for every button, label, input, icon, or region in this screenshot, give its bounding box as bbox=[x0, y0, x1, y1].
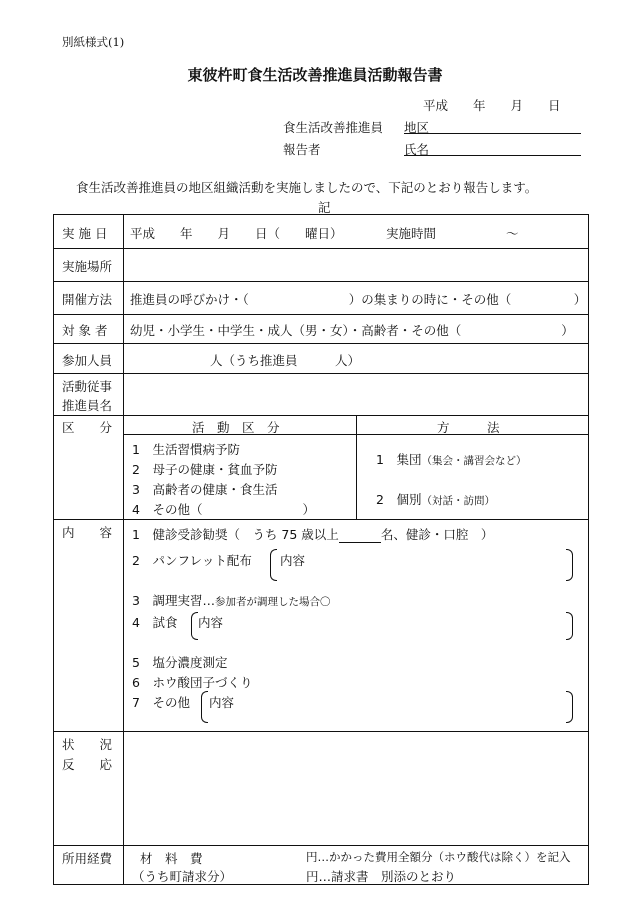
content-item-2-bracket-left bbox=[270, 549, 277, 581]
content-item-1-blank[interactable] bbox=[339, 527, 381, 543]
content-item-5[interactable]: 5 塩分濃度測定 bbox=[132, 655, 228, 670]
method-individual-note: （対話・訪問） bbox=[421, 495, 495, 507]
time-separator: ～ bbox=[506, 226, 519, 241]
town-claim-note[interactable]: 円…請求書 別添のとおり bbox=[306, 869, 457, 884]
content-item-1-text: 1 健診受診勧奨（ うち 75 歳以上 bbox=[132, 527, 339, 542]
category-row-label: 区 分 bbox=[62, 420, 113, 435]
time-label: 実施時間 bbox=[386, 226, 437, 241]
intro-text: 食生活改善推進員の地区組織活動を実施しましたので、下記のとおり報告します。 bbox=[76, 180, 538, 195]
materials-note[interactable]: 円…かかった費用全額分（ホウ酸代は除く）を記入 bbox=[306, 850, 571, 864]
content-item-7-bracket-right bbox=[566, 691, 573, 723]
name-label: 氏名 bbox=[404, 142, 430, 157]
ki-mark: 記 bbox=[318, 200, 331, 215]
report-table bbox=[53, 214, 589, 885]
place-row-label: 実施場所 bbox=[62, 259, 113, 274]
method-header: 方 法 bbox=[437, 420, 500, 435]
place-field[interactable] bbox=[130, 253, 580, 277]
method-group-note: （集会・講習会など） bbox=[421, 455, 527, 467]
method-group-label: 1 集団 bbox=[376, 452, 422, 467]
category-item-2[interactable]: 2 母子の健康・貧血予防 bbox=[132, 462, 278, 477]
content-item-7-note: 内容 bbox=[209, 695, 235, 710]
content-item-6[interactable]: 6 ホウ酸団子づくり bbox=[132, 675, 253, 690]
reporter-label: 報告者 bbox=[283, 142, 321, 157]
date-row-label: 実 施 日 bbox=[62, 226, 108, 241]
content-item-1-tail: 名、健診・口腔 ） bbox=[380, 527, 494, 542]
status-row-label: 状 況 bbox=[62, 737, 113, 752]
participants-field[interactable]: 人（うち推進員 人） bbox=[210, 353, 361, 368]
name-field[interactable] bbox=[404, 155, 581, 156]
status-field[interactable] bbox=[130, 737, 580, 837]
target-options[interactable]: 幼児・小学生・中学生・成人（男・女）・高齢者・その他（ ） bbox=[130, 323, 574, 338]
content-item-7-bracket-left bbox=[201, 691, 208, 723]
members-row-label-1: 活動従事 bbox=[62, 379, 113, 394]
category-item-4[interactable]: 4 その他（ ） bbox=[132, 502, 315, 517]
content-item-4-bracket-left bbox=[191, 612, 198, 640]
content-row-label: 内 容 bbox=[62, 525, 113, 540]
date-field[interactable]: 平成 年 月 日（ 曜日） bbox=[130, 226, 343, 241]
area-label: 地区 bbox=[404, 120, 430, 135]
method-row-label: 開催方法 bbox=[62, 292, 113, 307]
content-item-2-note: 内容 bbox=[280, 553, 306, 568]
content-item-4[interactable]: 4 試食 bbox=[132, 615, 178, 630]
materials-label: 材 料 費 bbox=[140, 851, 203, 866]
area-field[interactable] bbox=[404, 133, 581, 134]
form-number: 別紙様式(1) bbox=[62, 35, 125, 49]
content-item-4-note: 内容 bbox=[198, 615, 224, 630]
content-item-4-bracket-right bbox=[566, 612, 573, 640]
content-item-2[interactable]: 2 パンフレット配布 bbox=[132, 553, 252, 568]
role-label: 食生活改善推進員 bbox=[283, 120, 384, 135]
report-date[interactable]: 平成 年 月 日 bbox=[423, 98, 561, 113]
expenses-row-label: 所用経費 bbox=[62, 851, 113, 866]
members-row-label-2: 推進員名 bbox=[62, 398, 113, 413]
participants-row-label: 参加人員 bbox=[62, 353, 113, 368]
members-field[interactable] bbox=[130, 379, 580, 411]
category-header: 活 動 区 分 bbox=[192, 420, 280, 435]
method-item-individual[interactable] bbox=[376, 490, 495, 508]
category-item-1[interactable]: 1 生活習慣病予防 bbox=[132, 442, 240, 457]
content-item-3-text: 3 調理実習… bbox=[132, 593, 215, 608]
target-row-label: 対 象 者 bbox=[62, 323, 108, 338]
method-options[interactable]: 推進員の呼びかけ・（ ）の集まりの時に・その他（ ） bbox=[130, 292, 587, 307]
page-title: 東彼杵町食生活改善推進員活動報告書 bbox=[187, 66, 443, 84]
content-item-2-bracket-right bbox=[566, 549, 573, 581]
method-item-group[interactable] bbox=[376, 450, 526, 468]
content-item-3-note: 参加者が調理した場合〇 bbox=[214, 596, 331, 608]
content-item-3[interactable] bbox=[132, 591, 330, 609]
content-item-7[interactable]: 7 その他 bbox=[132, 695, 190, 710]
reaction-row-label: 反 応 bbox=[62, 757, 113, 772]
town-claim-label: （うち町請求分） bbox=[132, 869, 233, 884]
method-individual-label: 2 個別 bbox=[376, 492, 422, 507]
content-item-1[interactable] bbox=[132, 525, 493, 543]
category-item-3[interactable]: 3 高齢者の健康・食生活 bbox=[132, 482, 278, 497]
